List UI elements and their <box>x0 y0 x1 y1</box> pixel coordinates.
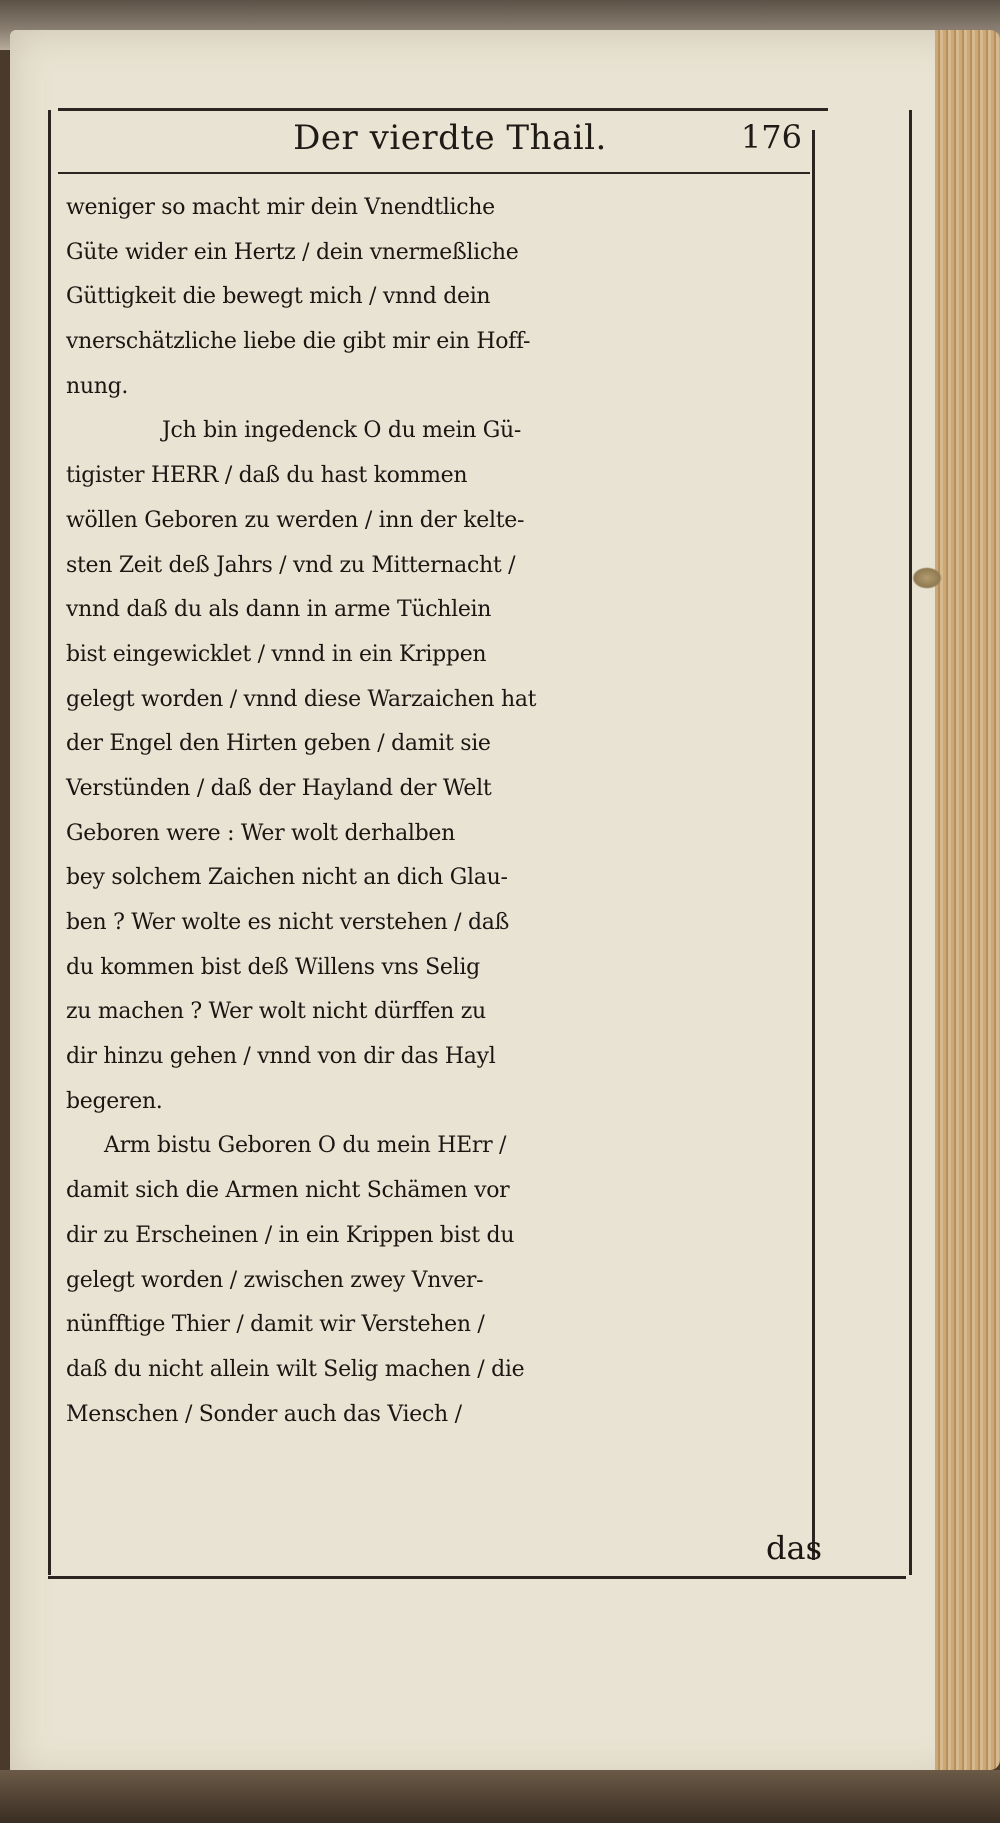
text-line: tigister HERR / daß du hast kommen <box>66 463 468 489</box>
frame-rule-bottom <box>48 1576 906 1579</box>
text-line: begeren. <box>66 1088 163 1114</box>
text-line: gelegt worden / vnnd diese Warzaichen hat <box>66 686 537 712</box>
text-line: bey solchem Zaichen nicht an dich Glau- <box>66 865 508 891</box>
text-line: der Engel den Hirten geben / damit sie <box>66 731 491 757</box>
text-line: Geboren were : Wer wolt derhalben <box>66 820 456 846</box>
text-line: dir zu Erscheinen / in ein Krippen bist du <box>66 1222 515 1248</box>
text-line: vnerschätzliche liebe die gibt mir ein Hoff- <box>66 329 531 355</box>
text-block <box>66 186 826 1437</box>
text-line: bist eingewicklet / vnnd in ein Krippen <box>66 641 487 667</box>
text-line: damit sich die Armen nicht Schämen vor <box>66 1178 510 1204</box>
text-line: Menschen / Sonder auch das Viech / <box>66 1401 462 1427</box>
running-title: Der vierdte Thail. <box>293 118 607 158</box>
text-line: sten Zeit deß Jahrs / vnd zu Mitternacht / <box>66 552 516 578</box>
text-line: weniger so macht mir dein Vnendtliche <box>66 195 495 220</box>
catchword: das <box>766 1529 822 1567</box>
scan-background-bottom <box>0 1770 1000 1823</box>
text-line: du kommen bist deß Willens vns Selig <box>66 954 480 980</box>
page-edges <box>935 30 1000 1770</box>
text-line: vnnd daß du als dann in arme Tüchlein <box>66 597 492 623</box>
text-line: zu machen ? Wer wolt nicht dürffen zu <box>66 999 486 1025</box>
text-line: wöllen Geboren zu werden / inn der kelte- <box>66 507 525 533</box>
text-line: Güte wider ein Hertz / dein vnermeßliche <box>66 239 519 265</box>
paragraph-start-line: Arm bistu Geboren O du mein HErr / <box>104 1133 507 1159</box>
paragraph-start-line: Jch bin ingedenck O du mein Gü- <box>162 418 522 444</box>
text-line: ben ? Wer wolte es nicht verstehen / daß <box>66 910 509 935</box>
text-line: dir hinzu gehen / vnnd von dir das Hayl <box>66 1044 496 1070</box>
text-line: Güttigkeit die bewegt mich / vnnd dein <box>66 284 491 310</box>
header-rule <box>58 172 810 174</box>
paper-stain <box>912 567 942 589</box>
text-line: nünfftige Thier / damit wir Verstehen / <box>66 1312 485 1338</box>
text-line: gelegt worden / zwischen zwey Vnver- <box>66 1267 484 1293</box>
page-number: 176 <box>740 118 802 156</box>
text-line: daß du nicht allein wilt Selig machen / die <box>66 1356 525 1382</box>
text-line: Verstünden / daß der Hayland der Welt <box>66 775 492 801</box>
text-line: nung. <box>66 373 129 399</box>
